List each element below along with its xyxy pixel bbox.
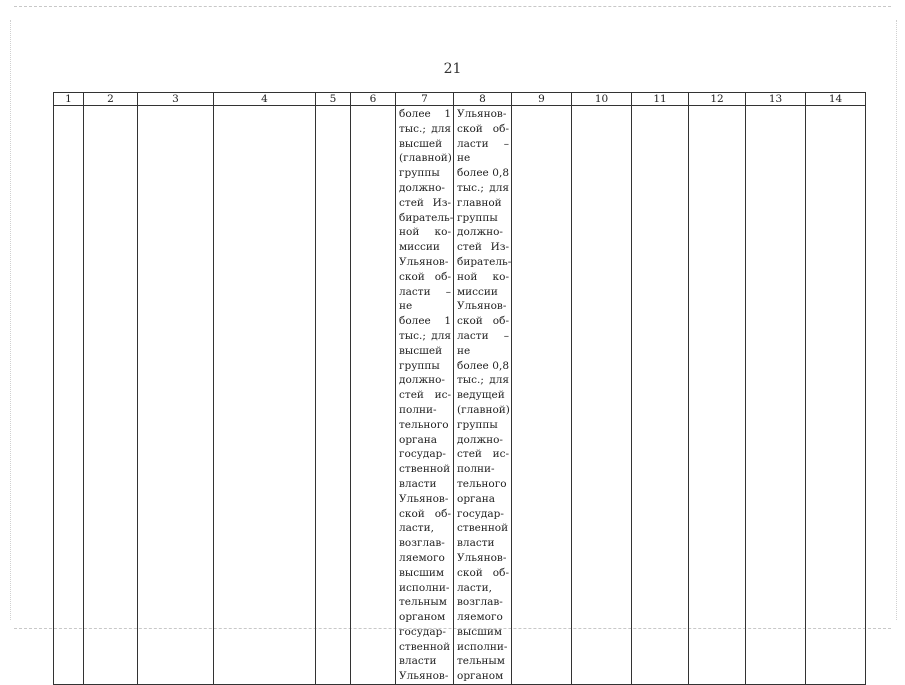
text-line: высшим — [399, 566, 445, 579]
text-line: стей Из- — [457, 241, 509, 254]
table-cell-col8 — [454, 106, 512, 685]
col-header: 5 — [316, 93, 351, 106]
text-line: ской об- — [457, 315, 509, 328]
col-header: 12 — [689, 93, 746, 106]
col-header: 3 — [138, 93, 214, 106]
col-header: 14 — [806, 93, 866, 106]
text-line: группы — [457, 211, 498, 224]
text-line: должно- — [399, 374, 445, 387]
text-line: органом — [457, 670, 504, 683]
text-line: ласти, — [399, 522, 434, 535]
text-line: ведущей — [457, 389, 505, 402]
text-line: тельного — [457, 477, 507, 490]
text-line: возглав- — [399, 537, 445, 550]
text-line: государ- — [399, 625, 446, 638]
table-cell — [316, 106, 351, 685]
text-line: власти — [399, 477, 437, 490]
text-line: государ- — [399, 448, 446, 461]
text-line: ляемого — [399, 551, 445, 564]
text-line: ной ко- — [399, 226, 451, 239]
text-line: должно- — [399, 181, 445, 194]
text-line: более 1 — [399, 315, 451, 328]
text-line: высшим — [457, 625, 503, 638]
text-line: ласти – не — [457, 329, 509, 357]
text-line: государ- — [457, 507, 504, 520]
text-line: биратель- — [457, 255, 512, 268]
col-header: 10 — [572, 93, 632, 106]
table-cell — [84, 106, 138, 685]
text-line: органа — [457, 492, 496, 505]
text-line: ляемого — [457, 611, 503, 624]
text-line: более 0,8 — [457, 167, 509, 180]
col-header: 1 — [54, 93, 84, 106]
table-cell — [54, 106, 84, 685]
text-line: тельного — [399, 418, 449, 431]
text-line: тыс.; для — [457, 181, 509, 194]
col-header: 11 — [632, 93, 689, 106]
text-line: ласти – не — [457, 137, 509, 165]
text-line: группы — [457, 418, 498, 431]
table-cell — [632, 106, 689, 685]
text-line: ственной — [399, 640, 451, 653]
text-line: тельным — [399, 596, 447, 609]
table-cell — [351, 106, 396, 685]
scan-edge-left — [10, 20, 11, 620]
col-header: 2 — [84, 93, 138, 106]
text-line: стей ис- — [399, 389, 451, 402]
text-line: миссии — [457, 285, 498, 298]
text-line: органом — [399, 611, 446, 624]
text-line: ласти – не — [399, 285, 451, 313]
text-line: тельным — [457, 655, 505, 668]
table-cell — [806, 106, 866, 685]
table-cell — [746, 106, 806, 685]
col7-text — [396, 106, 453, 684]
data-table — [53, 92, 866, 685]
text-line: Ульянов- — [457, 551, 507, 564]
text-line: (главной) — [457, 403, 510, 416]
col-header: 9 — [512, 93, 572, 106]
text-line: ласти, — [457, 581, 492, 594]
text-line: главной — [457, 196, 502, 209]
table-cell — [214, 106, 316, 685]
text-line: ной ко- — [457, 270, 509, 283]
text-line: ственной — [457, 522, 509, 535]
col-header: 8 — [454, 93, 512, 106]
text-line: власти — [457, 537, 495, 550]
text-line: должно- — [457, 433, 503, 446]
col-header: 13 — [746, 93, 806, 106]
table-cell — [572, 106, 632, 685]
page-number: 21 — [443, 61, 462, 77]
text-line: Ульянов- — [457, 300, 507, 313]
text-line: исполни- — [399, 581, 450, 594]
text-line: стей Из- — [399, 196, 451, 209]
table-cell — [512, 106, 572, 685]
text-line: Ульянов- — [399, 670, 449, 683]
table-cell — [138, 106, 214, 685]
text-line: исполни- — [457, 640, 508, 653]
header-row — [54, 93, 866, 106]
table-row — [54, 106, 866, 685]
text-line: тыс.; для — [399, 122, 451, 135]
col8-text — [454, 106, 511, 684]
text-line: миссии — [399, 241, 440, 254]
table-cell-col7 — [396, 106, 454, 685]
text-line: возглав- — [457, 596, 503, 609]
scan-edge-right — [896, 20, 897, 620]
scan-edge-top — [14, 6, 891, 7]
text-line: ской об- — [457, 566, 509, 579]
text-line: Ульянов- — [399, 255, 449, 268]
text-line: высшей — [399, 137, 443, 150]
text-line: более 1 — [399, 108, 451, 120]
text-line: ской об- — [399, 507, 451, 520]
col-header: 4 — [214, 93, 316, 106]
text-line: высшей — [399, 344, 443, 357]
text-line: (главной) — [399, 152, 452, 165]
text-line: власти — [399, 655, 437, 668]
text-line: стей ис- — [457, 448, 509, 461]
text-line: полни- — [457, 463, 495, 476]
text-line: биратель- — [399, 211, 454, 224]
text-line: органа — [399, 433, 438, 446]
table-cell — [689, 106, 746, 685]
col-header: 7 — [396, 93, 454, 106]
text-line: ской об- — [399, 270, 451, 283]
text-line: тыс.; для — [457, 374, 509, 387]
text-line: ственной — [399, 463, 451, 476]
text-line: должно- — [457, 226, 503, 239]
text-line: Ульянов- — [457, 108, 507, 120]
text-line: тыс.; для — [399, 329, 451, 342]
text-line: группы — [399, 167, 440, 180]
text-line: ской об- — [457, 122, 509, 135]
text-line: более 0,8 — [457, 359, 509, 372]
text-line: полни- — [399, 403, 437, 416]
text-line: группы — [399, 359, 440, 372]
col-header: 6 — [351, 93, 396, 106]
text-line: Ульянов- — [399, 492, 449, 505]
